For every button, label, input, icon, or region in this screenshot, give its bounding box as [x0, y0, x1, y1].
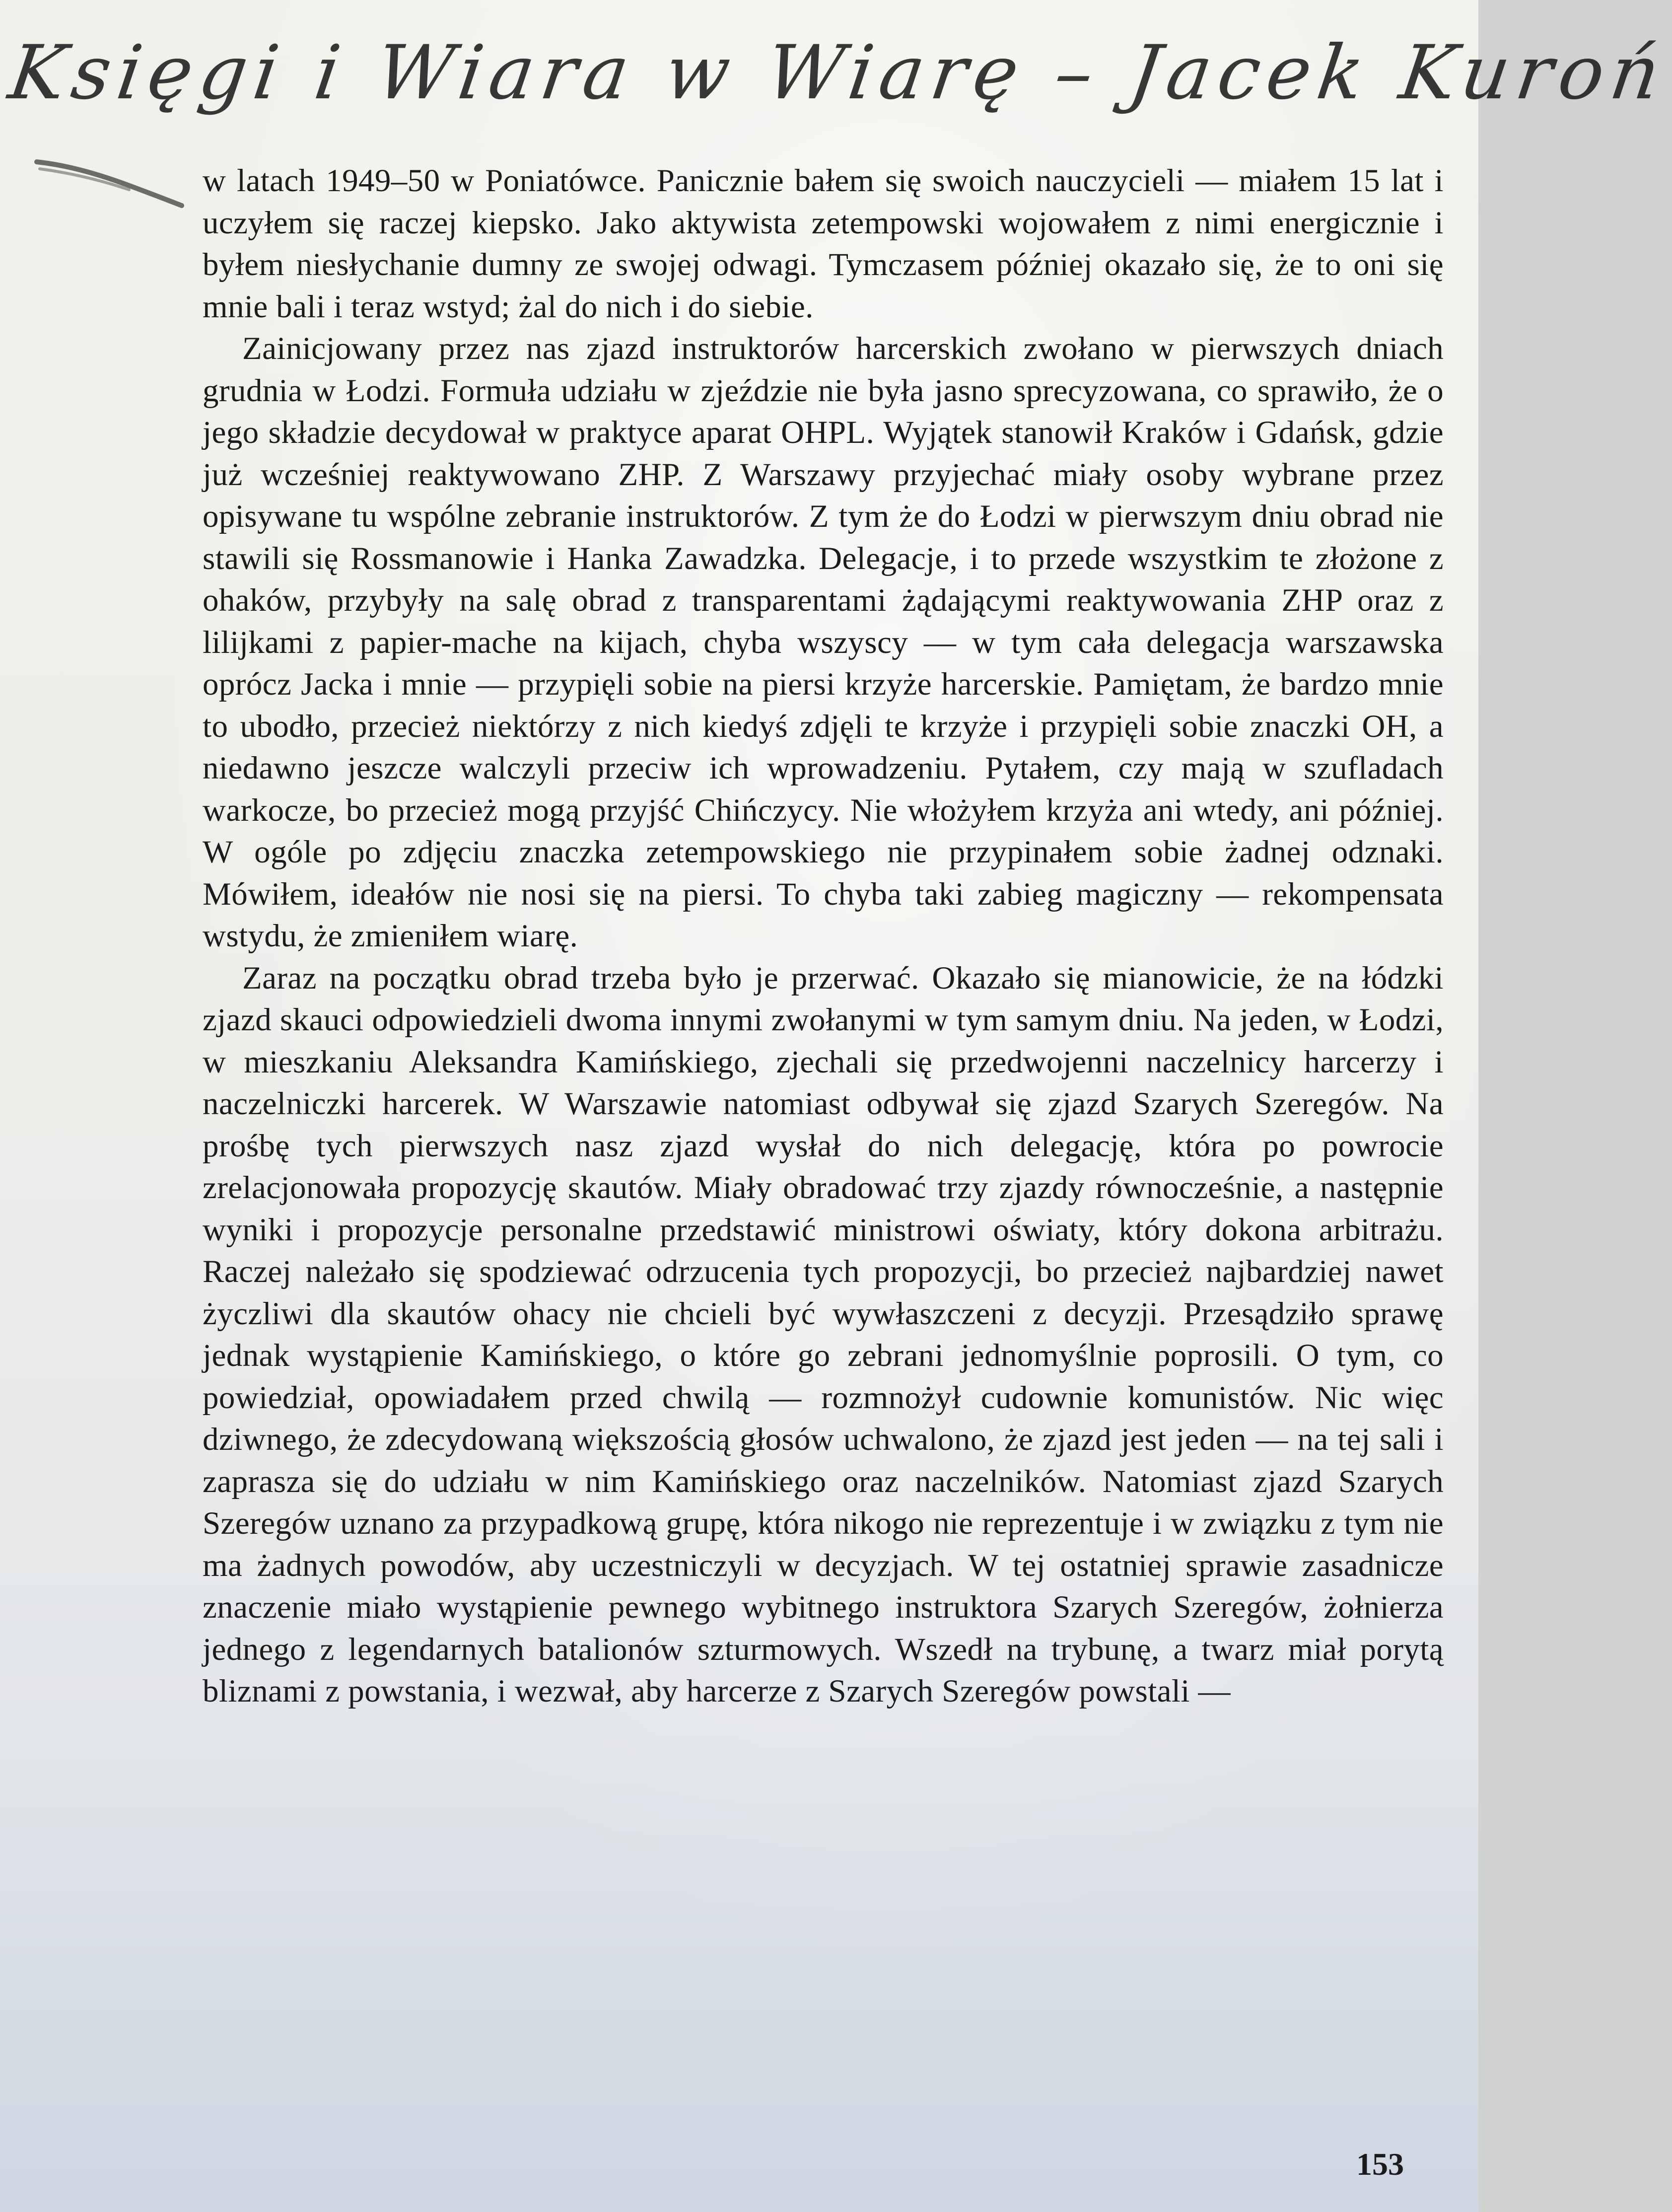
pencil-underline-mark: [35, 158, 184, 213]
page-number: 153: [1356, 2146, 1404, 2182]
paragraph-3: Zaraz na początku obrad trzeba było je przerwać. Okazało się mianowicie, że na łódzki zjazd skauci odpowiedzieli dwoma innymi zwołanymi w tym samym dniu. Na jeden, w Łodzi, w mieszkaniu Aleksandra Kamińskiego, zjechali się przedwojenni naczelnicy harcerzy i naczelniczki harcerek. W Warszawie natomiast odbywał się zjazd Szarych Szeregów. Na prośbę tych pierwszych nasz zjazd wysłał do nich delegację, która po powrocie zrelacjonowała propozycję skautów. Miały obradować trzy zjazdy równocześnie, a następnie wyniki i propozycje personalne przedstawić ministrowi oświaty, który dokona arbitrażu. Raczej należało się spodziewać odrzucenia tych propozycji, bo przecież najbardziej nawet życzliwi dla skautów ohacy nie chcieli być wywłaszczeni z decyzji. Przesądziło sprawę jednak wystąpienie Kamińskiego, o które go zebrani jednomyślnie poprosili. O tym, co powiedział, opowiadałem przed chwilą — rozmnożył cudownie komunistów. Nic więc dziwnego, że zdecydowaną większością głosów uchwalono, że zjazd jest jeden — na tej sali i zaprasza się do udziału w nim Kamińskiego oraz naczelników. Natomiast zjazd Szarych Szeregów uznano za przypadkową grupę, która nikogo nie reprezentuje i w związku z tym nie ma żadnych powodów, aby uczestniczyli w decyzjach. W tej ostatniej sprawie zasadnicze znaczenie miało wystąpienie pewnego wybitnego instruktora Szarych Szeregów, żołnierza jednego z legendarnych batalionów szturmowych. Wszedł na trybunę, a twarz miał porytą bliznami z powstania, i wezwał, aby harcerze z Szarych Szeregów powstali —: [203, 960, 1444, 1709]
paragraph-2: Zainicjowany przez nas zjazd instruktorów harcerskich zwołano w pierwszych dniach grudnia w Łodzi. Formuła udziału w zjeździe nie była jasno sprecyzowana, co sprawiło, że o jego składzie decydował w praktyce aparat OHPL. Wyjątek stanowił Kraków i Gdańsk, gdzie już wcześniej reaktywowano ZHP. Z Warszawy przyjechać miały osoby wybrane przez opisywane tu wspólne zebranie instruktorów. Z tym że do Łodzi w pierwszym dniu obrad nie stawili się Rossmanowie i Hanka Zawadzka. Delegacje, i to przede wszystkim te złożone z ohaków, przybyły na salę obrad z transparentami żądającymi reaktywowania ZHP oraz z lilijkami z papier-mache na kijach, chyba wszyscy — w tym cała delegacja warszawska oprócz Jacka i mnie — przypięli sobie na piersi krzyże harcerskie. Pamiętam, że bardzo mnie to ubodło, przecież niektórzy z nich kiedyś zdjęli te krzyże i przypięli sobie znaczki OH, a niedawno jeszcze walczyli przeciw ich wprowadzeniu. Pytałem, czy mają w szufladach warkocze, bo przecież mogą przyjść Chińczycy. Nie włożyłem krzyża ani wtedy, ani później. W ogóle po zdjęciu znaczka zetempowskiego nie przypinałem sobie żadnej odznaki. Mówiłem, ideałów nie nosi się na piersi. To chyba taki zabieg magiczny — rekompensata wstydu, że zmieniłem wiarę.: [203, 331, 1444, 954]
handwritten-note: Księgi i Wiara w Wiarę – Jacek Kuroń: [3, 30, 1672, 116]
body-text: [203, 160, 1444, 1713]
paragraph-1: w latach 1949–50 w Poniatówce. Panicznie bałem się swoich nauczycieli — miałem 15 lat i uczyłem się raczej kiepsko. Jako aktywista zetempowski wojowałem z nimi energicznie i byłem niesłychanie dumny ze swojej odwagi. Tymczasem później okazało się, że to oni się mnie bali i teraz wstyd; żal do nich i do siebie.: [203, 163, 1444, 325]
